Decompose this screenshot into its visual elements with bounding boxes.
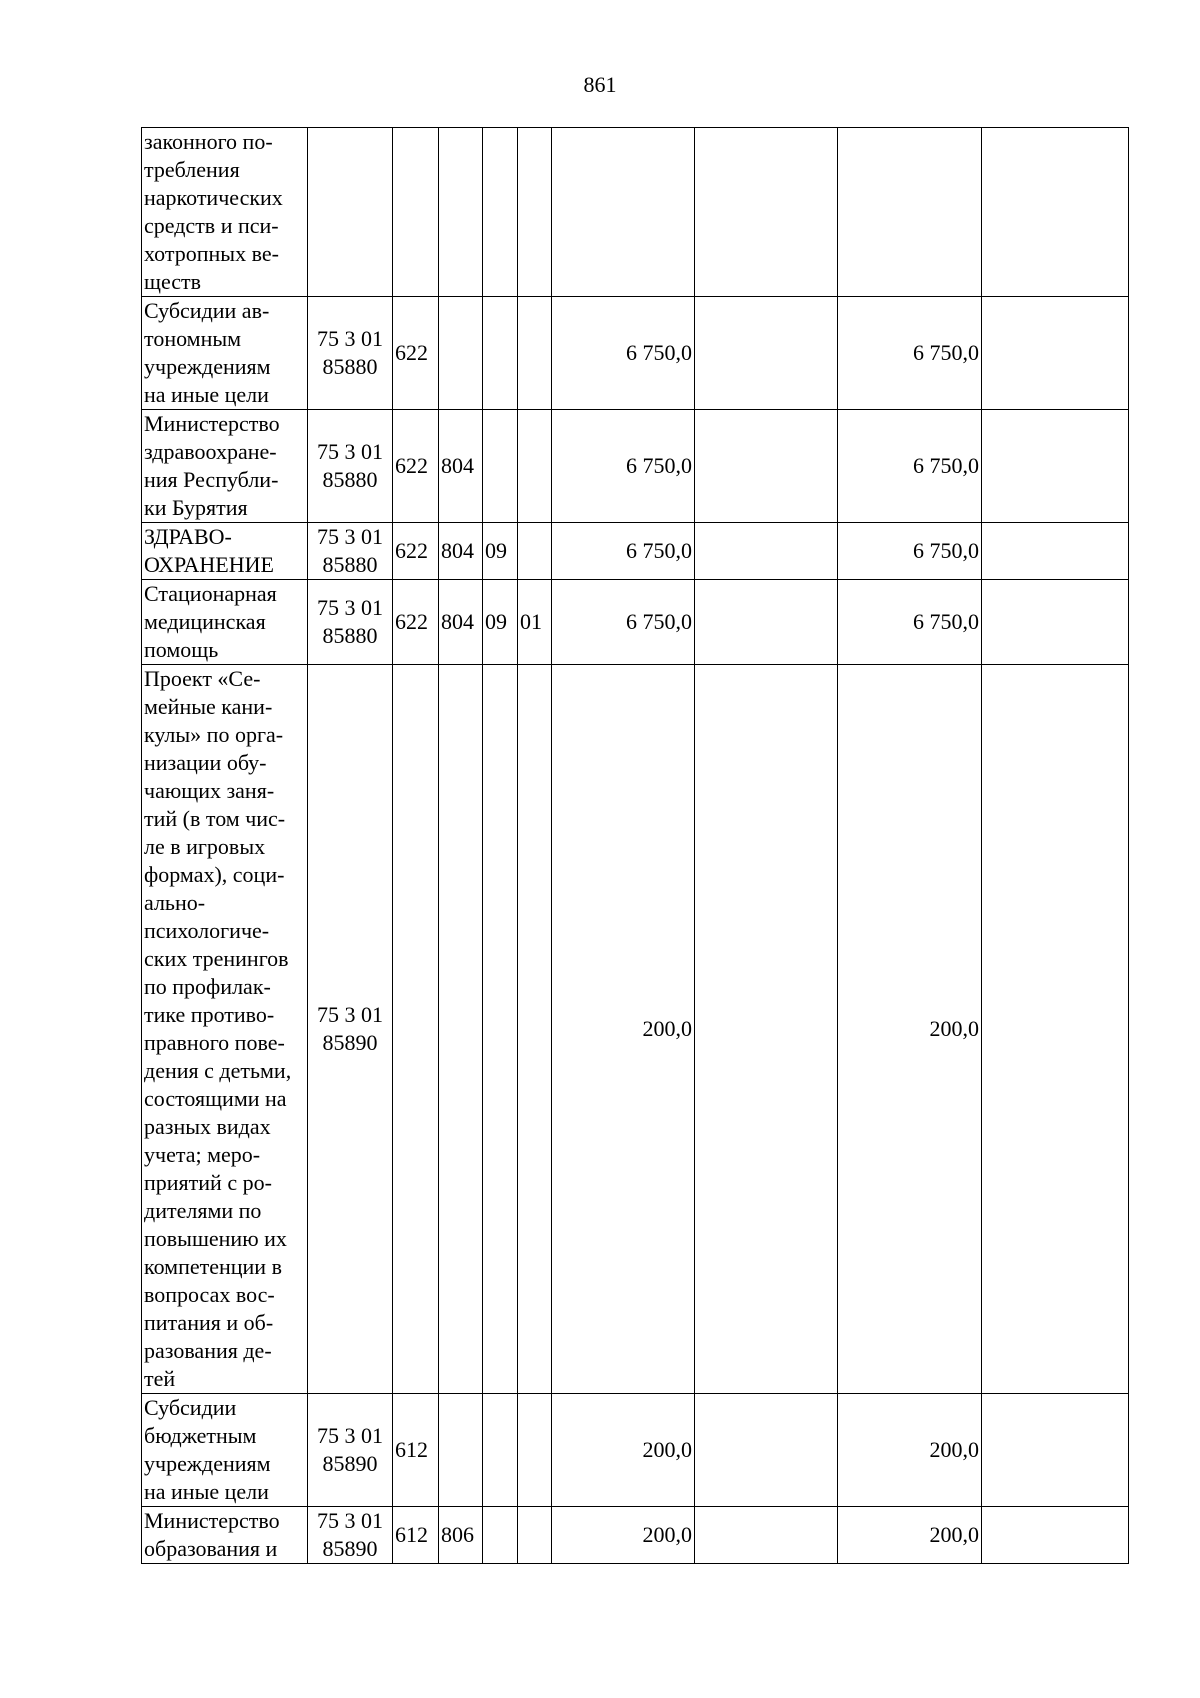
row-sum4-cell xyxy=(982,1394,1129,1507)
row-name-line: тике противо- xyxy=(144,1002,275,1027)
row-name-cell xyxy=(142,410,308,523)
row-sum4-cell xyxy=(982,665,1129,1394)
row-code-line: 75 3 01 xyxy=(317,1508,383,1533)
row-pr-cell xyxy=(518,297,552,410)
row-grbs-cell xyxy=(439,297,483,410)
row-rz-cell xyxy=(483,665,518,1394)
row-vr-cell: 622 xyxy=(393,297,439,410)
table-row xyxy=(142,665,1129,1394)
row-vr-cell: 622 xyxy=(393,580,439,665)
row-sum2-cell xyxy=(695,410,838,523)
row-pr-cell xyxy=(518,665,552,1394)
row-name-line: медицинская xyxy=(144,609,266,634)
row-name-line: требления xyxy=(144,157,240,182)
row-name-line: ле в игровых xyxy=(144,834,266,859)
row-name-cell xyxy=(142,128,308,297)
row-grbs-cell: 804 xyxy=(439,523,483,580)
row-name-line: вопросах вос- xyxy=(144,1282,275,1307)
row-code-line: 85890 xyxy=(322,1451,378,1476)
row-name-line: разования де- xyxy=(144,1338,272,1363)
row-sum2-cell xyxy=(695,297,838,410)
row-name-line: ских тренингов xyxy=(144,946,289,971)
row-sum1-cell xyxy=(552,128,695,297)
row-name-line: Субсидии xyxy=(144,1395,237,1420)
row-pr-cell xyxy=(518,523,552,580)
row-code-cell xyxy=(308,410,393,523)
row-name-line: разных видах xyxy=(144,1114,271,1139)
row-name-line: Проект «Се- xyxy=(144,666,261,691)
row-sum1-cell: 6 750,0 xyxy=(552,523,695,580)
row-pr-cell xyxy=(518,410,552,523)
row-code-line: 75 3 01 xyxy=(317,524,383,549)
row-code-line: 75 3 01 xyxy=(317,439,383,464)
row-name-line: психологиче- xyxy=(144,918,270,943)
row-name-line: бюджетным xyxy=(144,1423,257,1448)
row-name-line: учреждениям xyxy=(144,354,271,379)
row-code-line: 85890 xyxy=(322,1030,378,1055)
table-row xyxy=(142,410,1129,523)
row-sum3-cell: 6 750,0 xyxy=(838,523,982,580)
row-name-line: дения с детьми, xyxy=(144,1058,292,1083)
row-name-cell xyxy=(142,580,308,665)
row-sum3-cell: 200,0 xyxy=(838,665,982,1394)
row-sum2-cell xyxy=(695,523,838,580)
row-sum4-cell xyxy=(982,523,1129,580)
row-pr-cell: 01 xyxy=(518,580,552,665)
row-vr-cell: 622 xyxy=(393,523,439,580)
row-sum2-cell xyxy=(695,665,838,1394)
row-name-line: ществ xyxy=(144,269,202,294)
row-sum1-cell: 6 750,0 xyxy=(552,410,695,523)
row-code-line: 75 3 01 xyxy=(317,1423,383,1448)
row-rz-cell xyxy=(483,297,518,410)
row-code-line: 75 3 01 xyxy=(317,1002,383,1027)
row-name-line: мейные кани- xyxy=(144,694,273,719)
row-grbs-cell xyxy=(439,665,483,1394)
row-code-line: 85880 xyxy=(322,552,378,577)
row-name-line: ОХРАНЕНИЕ xyxy=(144,552,274,577)
row-pr-cell xyxy=(518,1507,552,1564)
row-sum2-cell xyxy=(695,1507,838,1564)
row-grbs-cell: 804 xyxy=(439,410,483,523)
row-vr-cell: 612 xyxy=(393,1507,439,1564)
row-name-line: здравоохране- xyxy=(144,439,277,464)
row-name-line: приятий с ро- xyxy=(144,1170,272,1195)
row-name-line: учета; меро- xyxy=(144,1142,261,1167)
row-name-line: формах), соци- xyxy=(144,862,285,887)
row-sum1-cell: 6 750,0 xyxy=(552,580,695,665)
row-vr-cell xyxy=(393,665,439,1394)
table-row xyxy=(142,128,1129,297)
row-code-cell xyxy=(308,523,393,580)
row-name-line: ки Бурятия xyxy=(144,495,248,520)
row-name-line: ния Республи- xyxy=(144,467,279,492)
row-sum3-cell: 6 750,0 xyxy=(838,410,982,523)
row-name-line: помощь xyxy=(144,637,219,662)
budget-table xyxy=(141,127,1129,1564)
row-sum3-cell: 200,0 xyxy=(838,1394,982,1507)
row-sum1-cell: 200,0 xyxy=(552,1507,695,1564)
row-grbs-cell: 806 xyxy=(439,1507,483,1564)
row-name-line: Министерство xyxy=(144,411,280,436)
row-sum2-cell xyxy=(695,1394,838,1507)
table-row xyxy=(142,1394,1129,1507)
row-code-cell xyxy=(308,665,393,1394)
row-name-line: средств и пси- xyxy=(144,213,279,238)
table-body xyxy=(142,128,1129,1564)
row-sum4-cell xyxy=(982,128,1129,297)
row-rz-cell: 09 xyxy=(483,580,518,665)
row-name-line: дителями по xyxy=(144,1198,262,1223)
row-name-line: состоящими на xyxy=(144,1086,287,1111)
row-name-line: низации обу- xyxy=(144,750,267,775)
row-vr-cell: 622 xyxy=(393,410,439,523)
row-name-cell xyxy=(142,1507,308,1564)
row-sum2-cell xyxy=(695,580,838,665)
row-grbs-cell: 804 xyxy=(439,580,483,665)
row-code-line: 75 3 01 xyxy=(317,326,383,351)
row-sum3-cell: 6 750,0 xyxy=(838,580,982,665)
row-sum1-cell: 200,0 xyxy=(552,665,695,1394)
row-name-line: чающих заня- xyxy=(144,778,275,803)
row-name-line: на иные цели xyxy=(144,1479,269,1504)
row-pr-cell xyxy=(518,128,552,297)
row-name-line: тей xyxy=(144,1366,176,1391)
row-code-cell xyxy=(308,1394,393,1507)
table-row xyxy=(142,297,1129,410)
row-sum4-cell xyxy=(982,1507,1129,1564)
row-code-cell xyxy=(308,297,393,410)
row-code-line: 85880 xyxy=(322,467,378,492)
row-code-line: 85890 xyxy=(322,1536,378,1561)
row-rz-cell xyxy=(483,410,518,523)
row-name-line: Стационарная xyxy=(144,581,277,606)
row-sum1-cell: 200,0 xyxy=(552,1394,695,1507)
table-row xyxy=(142,523,1129,580)
row-name-line: на иные цели xyxy=(144,382,269,407)
table-row xyxy=(142,580,1129,665)
row-sum2-cell xyxy=(695,128,838,297)
row-name-line: тономным xyxy=(144,326,242,351)
row-name-line: хотропных ве- xyxy=(144,241,279,266)
row-sum3-cell xyxy=(838,128,982,297)
row-name-line: наркотических xyxy=(144,185,283,210)
row-name-cell xyxy=(142,523,308,580)
row-sum4-cell xyxy=(982,410,1129,523)
row-name-line: образования и xyxy=(144,1536,278,1561)
row-name-cell xyxy=(142,1394,308,1507)
row-name-line: кулы» по орга- xyxy=(144,722,284,747)
row-code-cell xyxy=(308,580,393,665)
row-rz-cell xyxy=(483,1394,518,1507)
row-sum3-cell: 6 750,0 xyxy=(838,297,982,410)
row-code-line: 75 3 01 xyxy=(317,595,383,620)
row-grbs-cell xyxy=(439,1394,483,1507)
row-name-line: по профилак- xyxy=(144,974,271,999)
row-pr-cell xyxy=(518,1394,552,1507)
row-code-line: 85880 xyxy=(322,354,378,379)
row-rz-cell xyxy=(483,128,518,297)
row-sum1-cell: 6 750,0 xyxy=(552,297,695,410)
row-name-cell xyxy=(142,665,308,1394)
page-number: 861 xyxy=(583,72,617,97)
row-sum4-cell xyxy=(982,297,1129,410)
row-rz-cell: 09 xyxy=(483,523,518,580)
row-code-line: 85880 xyxy=(322,623,378,648)
row-name-line: правного пове- xyxy=(144,1030,285,1055)
row-code-cell xyxy=(308,128,393,297)
row-name-line: Министерство xyxy=(144,1508,280,1533)
table-row xyxy=(142,1507,1129,1564)
row-sum4-cell xyxy=(982,580,1129,665)
row-name-line: повышению их xyxy=(144,1226,287,1251)
row-name-line: тий (в том чис- xyxy=(144,806,286,831)
row-name-line: ально- xyxy=(144,890,206,915)
row-rz-cell xyxy=(483,1507,518,1564)
row-code-cell xyxy=(308,1507,393,1564)
row-name-line: питания и об- xyxy=(144,1310,274,1335)
row-name-line: компетенции в xyxy=(144,1254,282,1279)
row-sum3-cell: 200,0 xyxy=(838,1507,982,1564)
row-vr-cell xyxy=(393,128,439,297)
row-name-line: учреждениям xyxy=(144,1451,271,1476)
row-name-line: законного по- xyxy=(144,129,273,154)
row-name-line: ЗДРАВО- xyxy=(144,524,232,549)
row-name-line: Субсидии ав- xyxy=(144,298,270,323)
row-grbs-cell xyxy=(439,128,483,297)
row-vr-cell: 612 xyxy=(393,1394,439,1507)
row-name-cell xyxy=(142,297,308,410)
